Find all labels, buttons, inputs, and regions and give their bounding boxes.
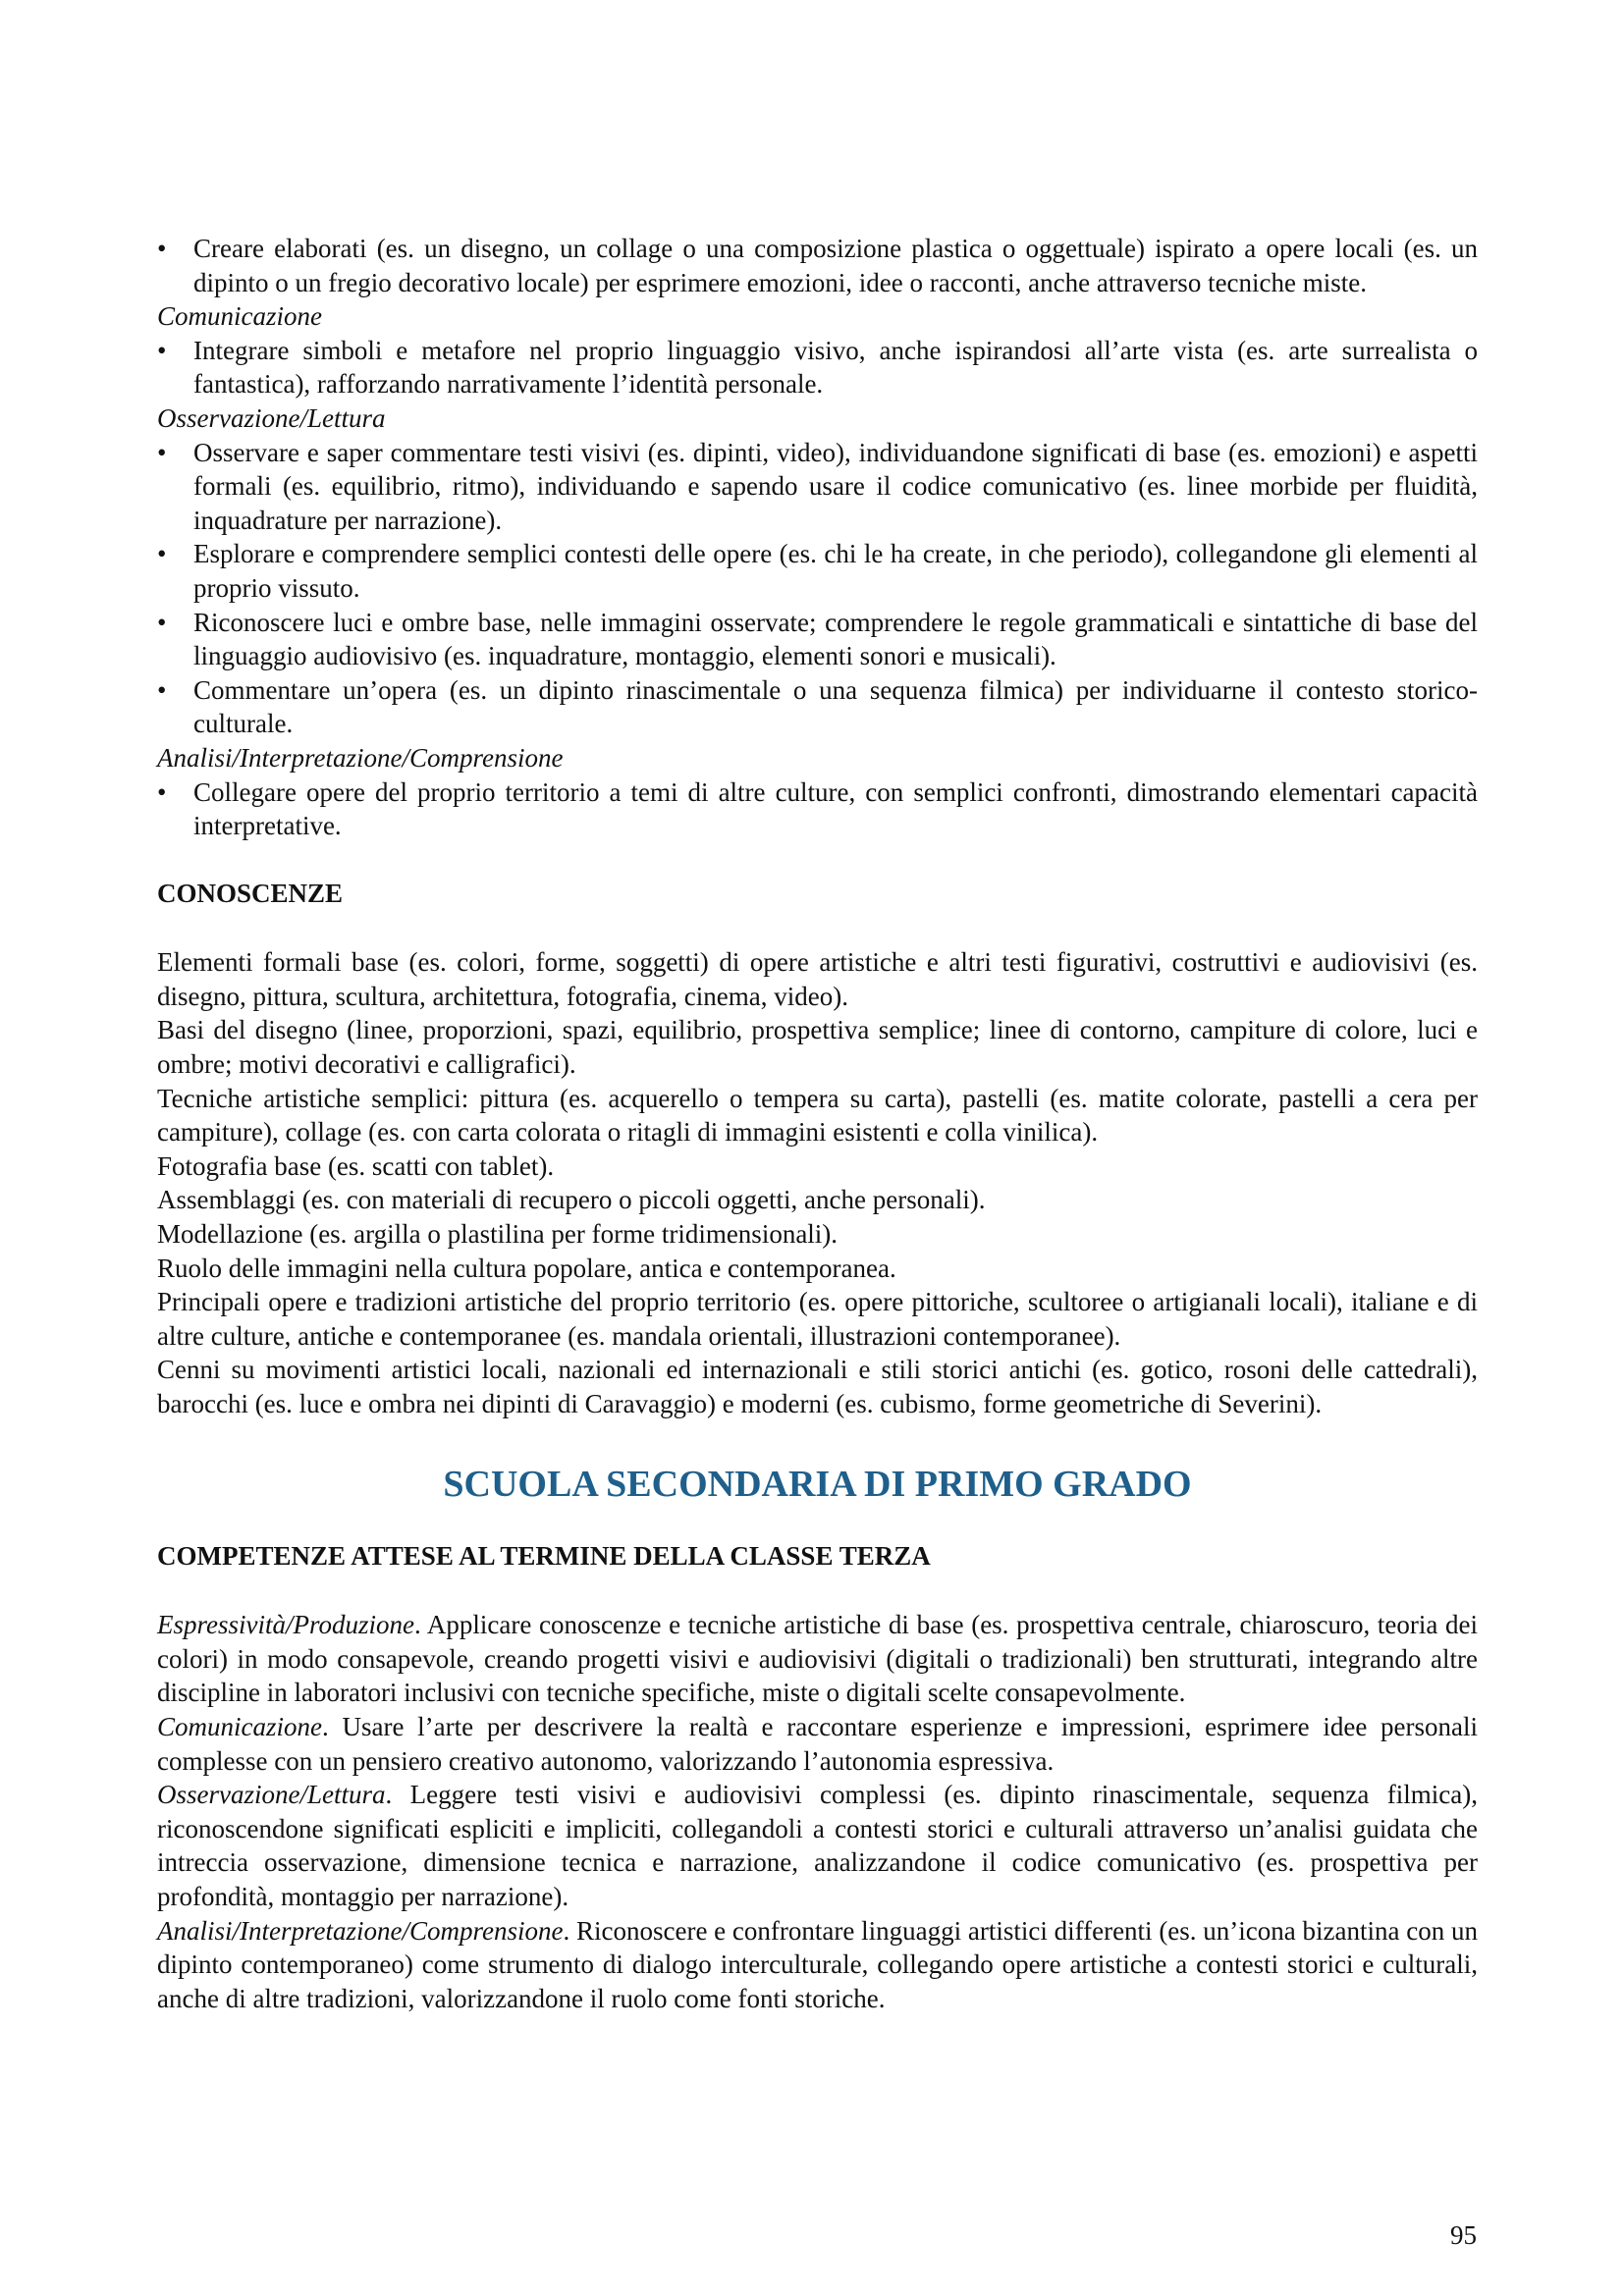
list-item-text: Osservare e saper commentare testi visivi (es. dipinti, video), individuandone significati di base (es. emozioni) e aspetti formali (es. equilibrio, ritmo), individuando e sapendo usare il codice comunicativo (es. linee morbide per fluidità, inquadrature per narrazione).: [193, 437, 1478, 535]
competenza-label: Espressività/Produzione: [157, 1610, 414, 1640]
bullet-marker: •: [157, 335, 167, 365]
conoscenze-line: Tecniche artistiche semplici: pittura (es. acquerello o tempera su carta), pastelli (es. matite colorate, pastelli a cera per campiture), collage (es. con carta colorata o ritagli di immagini esistenti e colla vinilica).: [157, 1083, 1478, 1148]
list-item: [157, 232, 1478, 299]
list-item-text: Esplorare e comprendere semplici contesti delle opere (es. chi le ha create, in che periodo), collegandone gli elementi al proprio vissuto.: [193, 539, 1478, 603]
conoscenze-line: Fotografia base (es. scatti con tablet).: [157, 1150, 555, 1181]
document-page: [157, 232, 1478, 2015]
conoscenze-line: Principali opere e tradizioni artistiche del proprio territorio (es. opere pittoriche, scultoree o artigianali locali), italiane e di altre culture, antiche e contemporanee (es. mandala orientali, illustrazioni contemporanee).: [157, 1287, 1478, 1351]
list-item: [157, 673, 1478, 741]
page-number: 95: [1450, 2220, 1477, 2250]
conoscenze-line: Basi del disegno (linee, proporzioni, spazi, equilibrio, prospettiva semplice; linee di contorno, campiture di colore, luci e ombre; motivi decorativi e calligrafici).: [157, 1015, 1478, 1080]
list-item-text: Collegare opere del proprio territorio a temi di altre culture, con semplici confronti, dimostrando elementari capacità interpretative.: [193, 776, 1478, 841]
competenza-label: Comunicazione: [157, 1711, 322, 1741]
competenze-heading: COMPETENZE ATTESE AL TERMINE DELLA CLASSE TERZA: [157, 1540, 931, 1571]
list-item-text: Creare elaborati (es. un disegno, un collage o una composizione plastica o oggettuale) ispirato a opere locali (es. un dipinto o un fregio decorativo locale) per esprimere emozioni, idee o racconti, anche attraverso tecniche miste.: [193, 234, 1478, 297]
list-item: [157, 334, 1478, 401]
list-item: [157, 606, 1478, 673]
bullet-marker: •: [157, 674, 167, 705]
competenza-paragraph: [157, 1778, 1478, 1913]
conoscenze-heading: CONOSCENZE: [157, 878, 344, 908]
conoscenze-line: Cenni su movimenti artistici locali, nazionali ed internazionali e stili storici antichi (es. gotico, rosoni delle cattedrali), barocchi (es. luce e ombra nei dipinti di Caravaggio) e moderni (es. cubismo, forme geometriche di Severini).: [157, 1355, 1478, 1418]
bullet-marker: •: [157, 607, 167, 637]
bullet-marker: •: [157, 539, 167, 569]
conoscenze-line: Elementi formali base (es. colori, forme, soggetti) di opere artistiche e altri testi figurativi, costruttivi e audiovisivi (es. disegno, pittura, scultura, architettura, fotografia, cinema, video).: [157, 947, 1478, 1011]
bullet-marker: •: [157, 437, 167, 467]
bullet-marker: •: [157, 776, 167, 807]
list-item-text: Riconoscere luci e ombre base, nelle immagini osservate; comprendere le regole grammaticali e sintattiche di base del linguaggio audiovisivo (es. inquadrature, montaggio, elementi sonori e musicali).: [193, 607, 1478, 671]
competenza-text: . Leggere testi visivi e audiovisivi complessi (es. dipinto rinascimentale, sequenza filmica), riconoscendone significati espliciti e impliciti, collegandoli a contesti storici e culturali attraverso un’analisi guidata che intreccia osservazione, dimensione tecnica e narrazione, analizzandone il codice comunicativo (es. prospettiva per profondità, montaggio per narrazione).: [157, 1780, 1478, 1911]
competenza-text: . Usare l’arte per descrivere la realtà e raccontare esperienze e impressioni, esprimere idee personali complesse con un pensiero creativo autonomo, valorizzando l’autonomia espressiva.: [157, 1711, 1478, 1776]
conoscenze-line: Assemblaggi (es. con materiali di recupero o piccoli oggetti, anche personali).: [157, 1185, 986, 1215]
list-item-text: Commentare un’opera (es. un dipinto rinascimentale o una sequenza filmica) per individuarne il contesto storico-culturale.: [193, 674, 1478, 739]
list-item: [157, 436, 1478, 538]
section-title: SCUOLA SECONDARIA DI PRIMO GRADO: [443, 1463, 1192, 1505]
conoscenze-line: Ruolo delle immagini nella cultura popolare, antica e contemporanea.: [157, 1253, 896, 1283]
competenza-paragraph: [157, 1608, 1478, 1710]
competenza-text: . Applicare conoscenze e tecniche artistiche di base (es. prospettiva centrale, chiaroscuro, teoria dei colori) in modo consapevole, creando progetti visivi e audiovisivi (digitali o tradizionali) ben strutturati, integrando altre discipline in laboratori inclusivi con tecniche specifiche, miste o digitali scelte consapevolmente.: [157, 1610, 1478, 1708]
list-item: [157, 537, 1478, 605]
list-item-text: Integrare simboli e metafore nel proprio linguaggio visivo, anche ispirandosi all’arte vista (es. arte surrealista o fantastica), rafforzando narrativamente l’identità personale.: [193, 335, 1478, 400]
competenza-text: . Riconoscere e confrontare linguaggi artistici differenti (es. un’icona bizantina con un dipinto contemporaneo) come strumento di dialogo interculturale, collegando opere artistiche a contesti storici e culturali, anche di altre tradizioni, valorizzandone il ruolo come fonti storiche.: [157, 1915, 1478, 2013]
category-label-comunicazione: Comunicazione: [157, 301, 322, 332]
list-item: [157, 775, 1478, 843]
bullet-marker: •: [157, 234, 167, 263]
conoscenze-line: Modellazione (es. argilla o plastilina per forme tridimensionali).: [157, 1219, 839, 1250]
competenza-label: Osservazione/Lettura: [157, 1780, 386, 1810]
category-label-analisi: Analisi/Interpretazione/Comprensione: [157, 742, 564, 773]
competenza-paragraph: [157, 1710, 1478, 1778]
competenza-label: Analisi/Interpretazione/Comprensione: [157, 1915, 564, 1946]
competenza-paragraph: [157, 1914, 1478, 2016]
category-label-osservazione: Osservazione/Lettura: [157, 402, 386, 433]
